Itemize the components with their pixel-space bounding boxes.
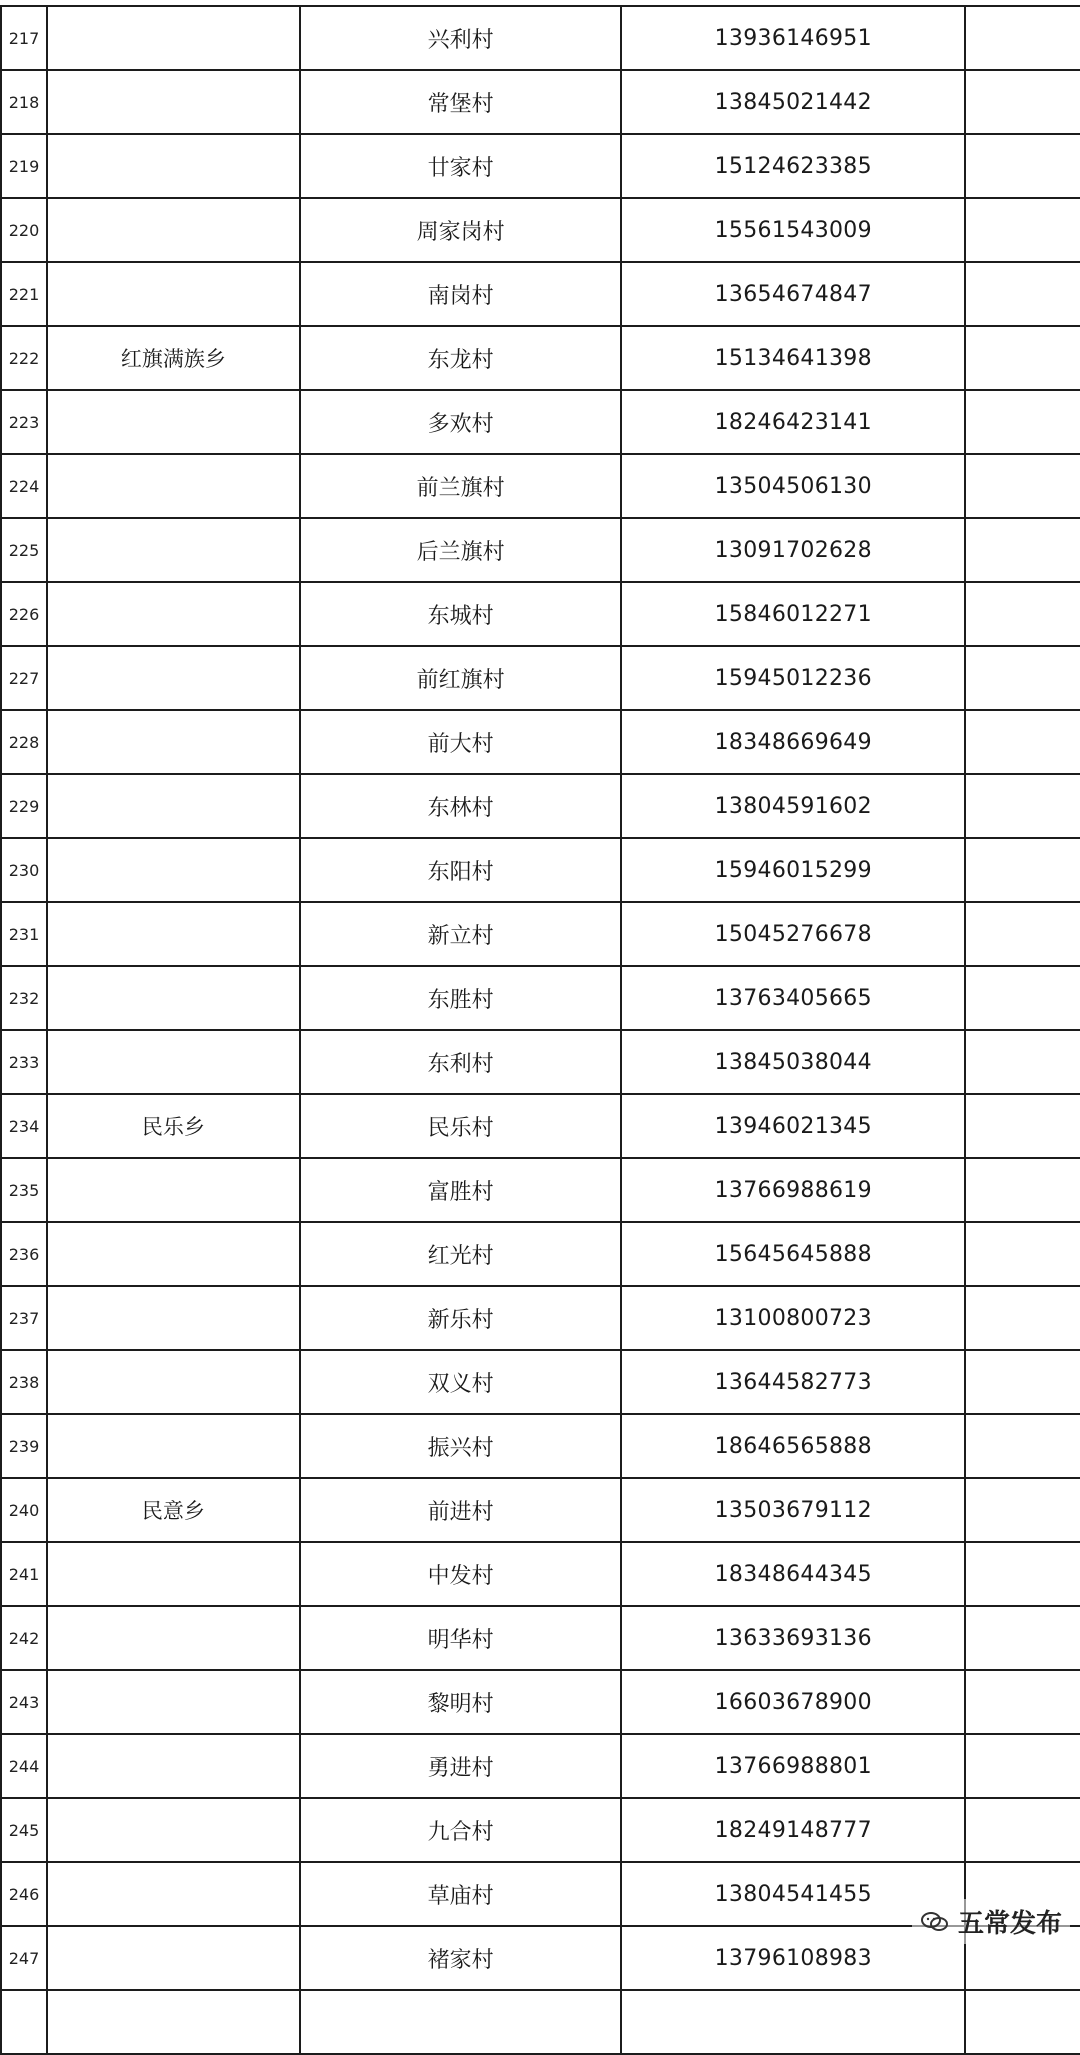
table-row [1, 1094, 1080, 1158]
township-cell [47, 966, 300, 1030]
row-number-cell: 218 [1, 70, 47, 134]
trailing-empty-cell [965, 1094, 1080, 1158]
trailing-empty-cell [965, 454, 1080, 518]
township-cell [47, 518, 300, 582]
row-number-cell: 230 [1, 838, 47, 902]
trailing-empty-cell [965, 646, 1080, 710]
phone-number-cell: 13845021442 [621, 70, 965, 134]
phone-number-cell: 15134641398 [621, 326, 965, 390]
trailing-empty-cell [965, 518, 1080, 582]
village-name-cell: 前红旗村 [300, 646, 622, 710]
township-cell [47, 710, 300, 774]
township-cell [47, 838, 300, 902]
village-name-cell: 前大村 [300, 710, 622, 774]
row-number-cell: 233 [1, 1030, 47, 1094]
row-number-cell: 227 [1, 646, 47, 710]
phone-number-cell: 13633693136 [621, 1606, 965, 1670]
village-name-cell: 民乐村 [300, 1094, 622, 1158]
table-row [1, 518, 1080, 582]
village-name-cell: 东城村 [300, 582, 622, 646]
row-number-cell: 246 [1, 1862, 47, 1926]
phone-number-cell: 18348669649 [621, 710, 965, 774]
table-body [1, 6, 1080, 2054]
trailing-empty-cell [965, 902, 1080, 966]
township-cell: 红旗满族乡 [47, 326, 300, 390]
phone-number-cell: 18246423141 [621, 390, 965, 454]
trailing-empty-cell [965, 838, 1080, 902]
phone-number-cell: 13936146951 [621, 6, 965, 70]
row-number-cell: 229 [1, 774, 47, 838]
phone-number-cell: 13091702628 [621, 518, 965, 582]
table-row [1, 1222, 1080, 1286]
phone-number-cell: 15045276678 [621, 902, 965, 966]
township-cell: 民乐乡 [47, 1094, 300, 1158]
row-number-cell: 245 [1, 1798, 47, 1862]
phone-number-cell: 13763405665 [621, 966, 965, 1030]
village-name-cell: 东阳村 [300, 838, 622, 902]
trailing-empty-cell [965, 262, 1080, 326]
trailing-empty-cell [965, 1606, 1080, 1670]
trailing-empty-cell [965, 1542, 1080, 1606]
trailing-empty-cell [965, 326, 1080, 390]
phone-number-cell: 13654674847 [621, 262, 965, 326]
row-number-cell: 219 [1, 134, 47, 198]
table-row [1, 1990, 1080, 2054]
phone-number-cell: 13503679112 [621, 1478, 965, 1542]
trailing-empty-cell [965, 198, 1080, 262]
phone-number-cell: 15945012236 [621, 646, 965, 710]
village-name-cell: 草庙村 [300, 1862, 622, 1926]
township-cell [47, 1606, 300, 1670]
township-cell [47, 454, 300, 518]
phone-number-cell: 13804541455 [621, 1862, 965, 1926]
village-name-cell: 兴利村 [300, 6, 622, 70]
village-name-cell: 多欢村 [300, 390, 622, 454]
row-number-cell: 238 [1, 1350, 47, 1414]
table-row [1, 1606, 1080, 1670]
township-cell [47, 1350, 300, 1414]
phone-number-cell: 15645645888 [621, 1222, 965, 1286]
wechat-official-account-icon [920, 1911, 950, 1933]
table-row [1, 134, 1080, 198]
township-cell [47, 1990, 300, 2054]
table-row [1, 1286, 1080, 1350]
phone-number-cell: 13504506130 [621, 454, 965, 518]
phone-number-cell: 13644582773 [621, 1350, 965, 1414]
village-name-cell: 勇进村 [300, 1734, 622, 1798]
village-name-cell: 新乐村 [300, 1286, 622, 1350]
source-watermark [912, 1899, 1070, 1944]
trailing-empty-cell [965, 1286, 1080, 1350]
table-row [1, 774, 1080, 838]
table-row [1, 1734, 1080, 1798]
township-cell [47, 198, 300, 262]
table-row [1, 1478, 1080, 1542]
township-cell [47, 1542, 300, 1606]
village-name-cell: 周家岗村 [300, 198, 622, 262]
township-cell [47, 1734, 300, 1798]
phone-number-cell: 15846012271 [621, 582, 965, 646]
trailing-empty-cell [965, 1670, 1080, 1734]
village-name-cell: 前进村 [300, 1478, 622, 1542]
row-number-cell: 220 [1, 198, 47, 262]
township-cell [47, 1670, 300, 1734]
row-number-cell: 237 [1, 1286, 47, 1350]
row-number-cell: 231 [1, 902, 47, 966]
trailing-empty-cell [965, 1990, 1080, 2054]
trailing-empty-cell [965, 1030, 1080, 1094]
table-row [1, 6, 1080, 70]
table-row [1, 70, 1080, 134]
village-name-cell: 富胜村 [300, 1158, 622, 1222]
township-cell [47, 262, 300, 326]
table-row [1, 966, 1080, 1030]
trailing-empty-cell [965, 1414, 1080, 1478]
village-name-cell: 前兰旗村 [300, 454, 622, 518]
row-number-cell: 232 [1, 966, 47, 1030]
table-row [1, 582, 1080, 646]
village-name-cell: 褚家村 [300, 1926, 622, 1990]
phone-number-cell [621, 1990, 965, 2054]
phone-number-cell: 18646565888 [621, 1414, 965, 1478]
village-name-cell: 黎明村 [300, 1670, 622, 1734]
row-number-cell: 235 [1, 1158, 47, 1222]
village-name-cell: 南岗村 [300, 262, 622, 326]
township-cell [47, 582, 300, 646]
trailing-empty-cell [965, 774, 1080, 838]
village-name-cell: 常堡村 [300, 70, 622, 134]
village-name-cell: 振兴村 [300, 1414, 622, 1478]
trailing-empty-cell [965, 6, 1080, 70]
trailing-empty-cell [965, 390, 1080, 454]
trailing-empty-cell [965, 710, 1080, 774]
table-row [1, 902, 1080, 966]
phone-number-cell: 18249148777 [621, 1798, 965, 1862]
row-number-cell: 223 [1, 390, 47, 454]
trailing-empty-cell [965, 1350, 1080, 1414]
table-row [1, 326, 1080, 390]
phone-number-cell: 13766988619 [621, 1158, 965, 1222]
village-name-cell: 东胜村 [300, 966, 622, 1030]
table-row [1, 1798, 1080, 1862]
village-name-cell: 明华村 [300, 1606, 622, 1670]
row-number-cell: 225 [1, 518, 47, 582]
row-number-cell: 217 [1, 6, 47, 70]
table-row [1, 454, 1080, 518]
row-number-cell: 247 [1, 1926, 47, 1990]
village-name-cell: 东利村 [300, 1030, 622, 1094]
table-row [1, 838, 1080, 902]
table-row [1, 1030, 1080, 1094]
village-name-cell [300, 1990, 622, 2054]
township-cell [47, 1286, 300, 1350]
row-number-cell: 243 [1, 1670, 47, 1734]
row-number-cell: 226 [1, 582, 47, 646]
table-row [1, 1350, 1080, 1414]
township-cell [47, 1798, 300, 1862]
trailing-empty-cell [965, 1222, 1080, 1286]
row-number-cell: 222 [1, 326, 47, 390]
township-cell [47, 390, 300, 454]
phone-number-cell: 13796108983 [621, 1926, 965, 1990]
trailing-empty-cell [965, 70, 1080, 134]
trailing-empty-cell [965, 1798, 1080, 1862]
village-name-cell: 新立村 [300, 902, 622, 966]
row-number-cell: 228 [1, 710, 47, 774]
township-cell [47, 1030, 300, 1094]
phone-number-cell: 15946015299 [621, 838, 965, 902]
row-number-cell: 242 [1, 1606, 47, 1670]
table-row [1, 646, 1080, 710]
watermark-text: 五常发布 [957, 1909, 1062, 1939]
row-number-cell: 224 [1, 454, 47, 518]
table-row [1, 1414, 1080, 1478]
trailing-empty-cell [965, 582, 1080, 646]
township-cell [47, 70, 300, 134]
trailing-empty-cell [965, 1734, 1080, 1798]
table-row [1, 1158, 1080, 1222]
row-number-cell: 240 [1, 1478, 47, 1542]
village-name-cell: 东龙村 [300, 326, 622, 390]
village-name-cell: 九合村 [300, 1798, 622, 1862]
township-cell [47, 774, 300, 838]
village-name-cell: 双义村 [300, 1350, 622, 1414]
village-name-cell: 廿家村 [300, 134, 622, 198]
row-number-cell: 244 [1, 1734, 47, 1798]
township-cell [47, 1222, 300, 1286]
phone-number-cell: 15124623385 [621, 134, 965, 198]
village-name-cell: 东林村 [300, 774, 622, 838]
township-cell [47, 1414, 300, 1478]
township-cell [47, 134, 300, 198]
phone-number-cell: 13845038044 [621, 1030, 965, 1094]
township-cell [47, 646, 300, 710]
township-cell [47, 1158, 300, 1222]
trailing-empty-cell [965, 134, 1080, 198]
township-cell [47, 902, 300, 966]
village-name-cell: 后兰旗村 [300, 518, 622, 582]
township-cell: 民意乡 [47, 1478, 300, 1542]
row-number-cell: 241 [1, 1542, 47, 1606]
phone-number-cell: 16603678900 [621, 1670, 965, 1734]
village-name-cell: 中发村 [300, 1542, 622, 1606]
row-number-cell: 236 [1, 1222, 47, 1286]
row-number-cell: 221 [1, 262, 47, 326]
township-cell [47, 6, 300, 70]
phone-number-cell: 13766988801 [621, 1734, 965, 1798]
table-row [1, 710, 1080, 774]
trailing-empty-cell [965, 1158, 1080, 1222]
township-cell [47, 1862, 300, 1926]
trailing-empty-cell [965, 966, 1080, 1030]
phone-number-cell: 18348644345 [621, 1542, 965, 1606]
table-row [1, 198, 1080, 262]
row-number-cell: 239 [1, 1414, 47, 1478]
phone-number-cell: 13804591602 [621, 774, 965, 838]
phone-number-cell: 15561543009 [621, 198, 965, 262]
village-name-cell: 红光村 [300, 1222, 622, 1286]
phone-number-cell: 13946021345 [621, 1094, 965, 1158]
township-cell [47, 1926, 300, 1990]
table-row [1, 1670, 1080, 1734]
village-contact-table [0, 5, 1080, 2055]
table-row [1, 1542, 1080, 1606]
table-row [1, 262, 1080, 326]
row-number-cell: 234 [1, 1094, 47, 1158]
phone-number-cell: 13100800723 [621, 1286, 965, 1350]
table-row [1, 390, 1080, 454]
trailing-empty-cell [965, 1478, 1080, 1542]
row-number-cell [1, 1990, 47, 2054]
